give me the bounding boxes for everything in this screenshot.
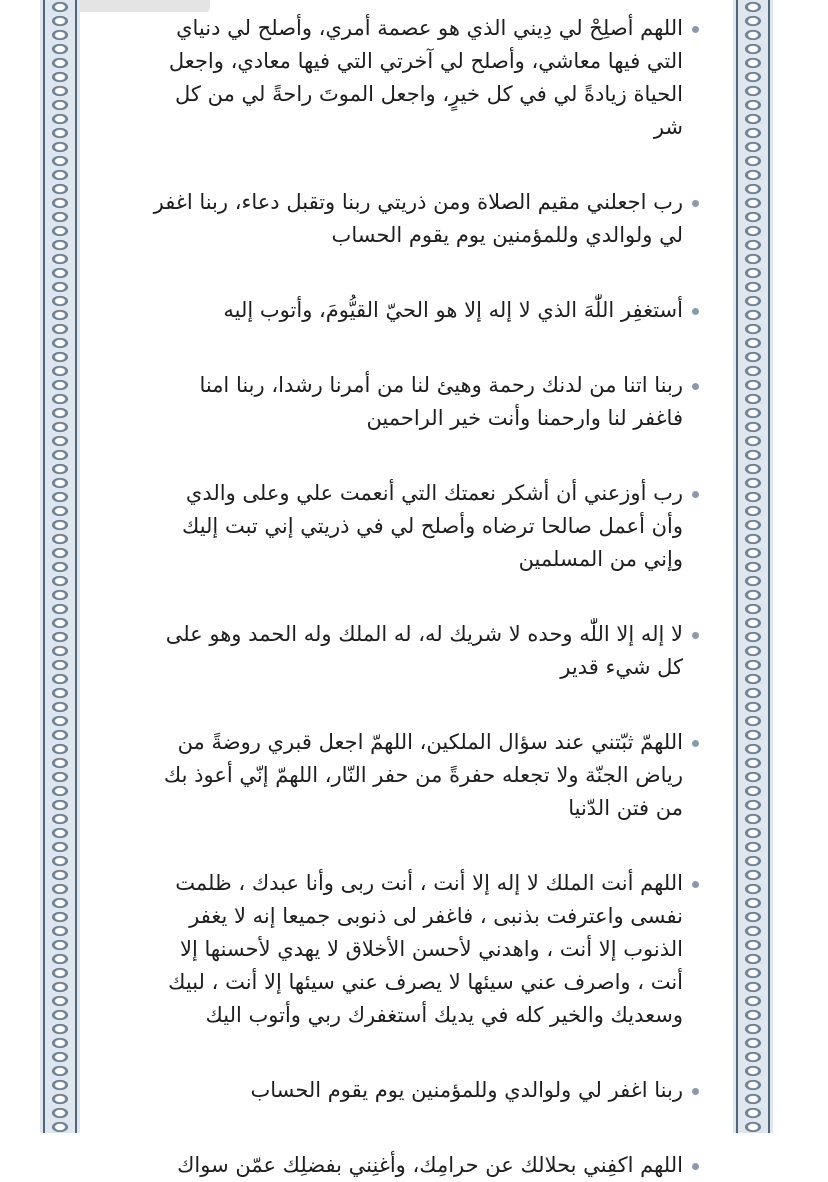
dua-text: اللهم أصلِحْ لي دِيني الذي هو عصمة أمري، وأصلح لي دنياي التي فيها معاشي، وأصلح لي آخرتي التي فيها معادي، واجعل الحياة زيادةً لي في كل خيرٍ، واجعل الموتَ راحةً لي من كل شر	[168, 16, 683, 139]
dua-item	[148, 12, 683, 144]
bullet-icon	[692, 1088, 699, 1095]
left-decorative-border	[40, 0, 80, 1133]
dua-item	[148, 477, 683, 576]
dua-text: ربنا اتنا من لدنك رحمة وهيئ لنا من أمرنا رشدا، ربنا امنا فاغفر لنا وارحمنا وأنت خير الراحمين	[199, 373, 683, 430]
bullet-icon	[692, 383, 699, 390]
dua-item	[148, 1149, 683, 1182]
dua-text: اللهمّ ثبّتني عند سؤال الملكين، اللهمّ اجعل قبري روضةً من رياض الجنّة ولا تجعله حفرةً من حفر النّار، اللهمّ إنّي أعوذ بك من فتن الدّنيا	[163, 730, 683, 820]
bullet-icon	[692, 26, 699, 33]
dua-text: رب اجعلني مقيم الصلاة ومن ذريتي ربنا وتقبل دعاء، ربنا اغفر لي ولوالدي وللمؤمنين يوم يقوم الحساب	[153, 190, 683, 247]
dua-item	[148, 369, 683, 435]
dua-text: اللهم اكفِني بحلالك عن حرامِك، وأغنِني بفضلِك عمّن سواك	[177, 1153, 683, 1177]
dua-item	[148, 618, 683, 684]
bullet-icon	[692, 740, 699, 747]
dua-text: لا إله إلا اللّٰه وحده لا شريك له، له الملك وله الحمد وهو على كل شيء قدير	[165, 622, 683, 679]
right-decorative-border	[733, 0, 773, 1133]
bullet-icon	[692, 881, 699, 888]
dua-text: أستغفِر اللّٰهَ الذي لا إله إلا هو الحيّ القيُّومَ، وأتوب إليه	[223, 298, 683, 322]
dua-text: رب أوزعني أن أشكر نعمتك التي أنعمت علي وعلى والدي وأن أعمل صالحا ترضاه وأصلح لي في ذريتي إني تبت إليك وإني من المسلمين	[182, 481, 683, 571]
dua-list	[148, 4, 683, 1182]
bullet-icon	[692, 491, 699, 498]
dua-text: ربنا اغفر لي ولوالدي وللمؤمنين يوم يقوم الحساب	[250, 1078, 683, 1102]
dua-item	[148, 867, 683, 1032]
bullet-icon	[692, 200, 699, 207]
dua-text: اللهم أنت الملك لا إله إلا أنت ، أنت ربى وأنا عبدك ، ظلمت نفسى واعترفت بذنبى ، فاغفر لى ذنوبى جميعا إنه لا يغفر الذنوب إلا أنت ، واهدني لأحسن الأخلاق لا يهدي لأحسنها إلا أنت ، واصرف عني سيئها لا يصرف عني سيئها إلا أنت ، لبيك وسعديك والخير كله في يديك أستغفرك ربي وأتوب اليك	[168, 871, 683, 1027]
bullet-icon	[692, 308, 699, 315]
dua-item	[148, 294, 683, 327]
bullet-icon	[692, 632, 699, 639]
dua-item	[148, 1074, 683, 1107]
dua-item	[148, 186, 683, 252]
bullet-icon	[692, 1163, 699, 1170]
dua-item	[148, 726, 683, 825]
